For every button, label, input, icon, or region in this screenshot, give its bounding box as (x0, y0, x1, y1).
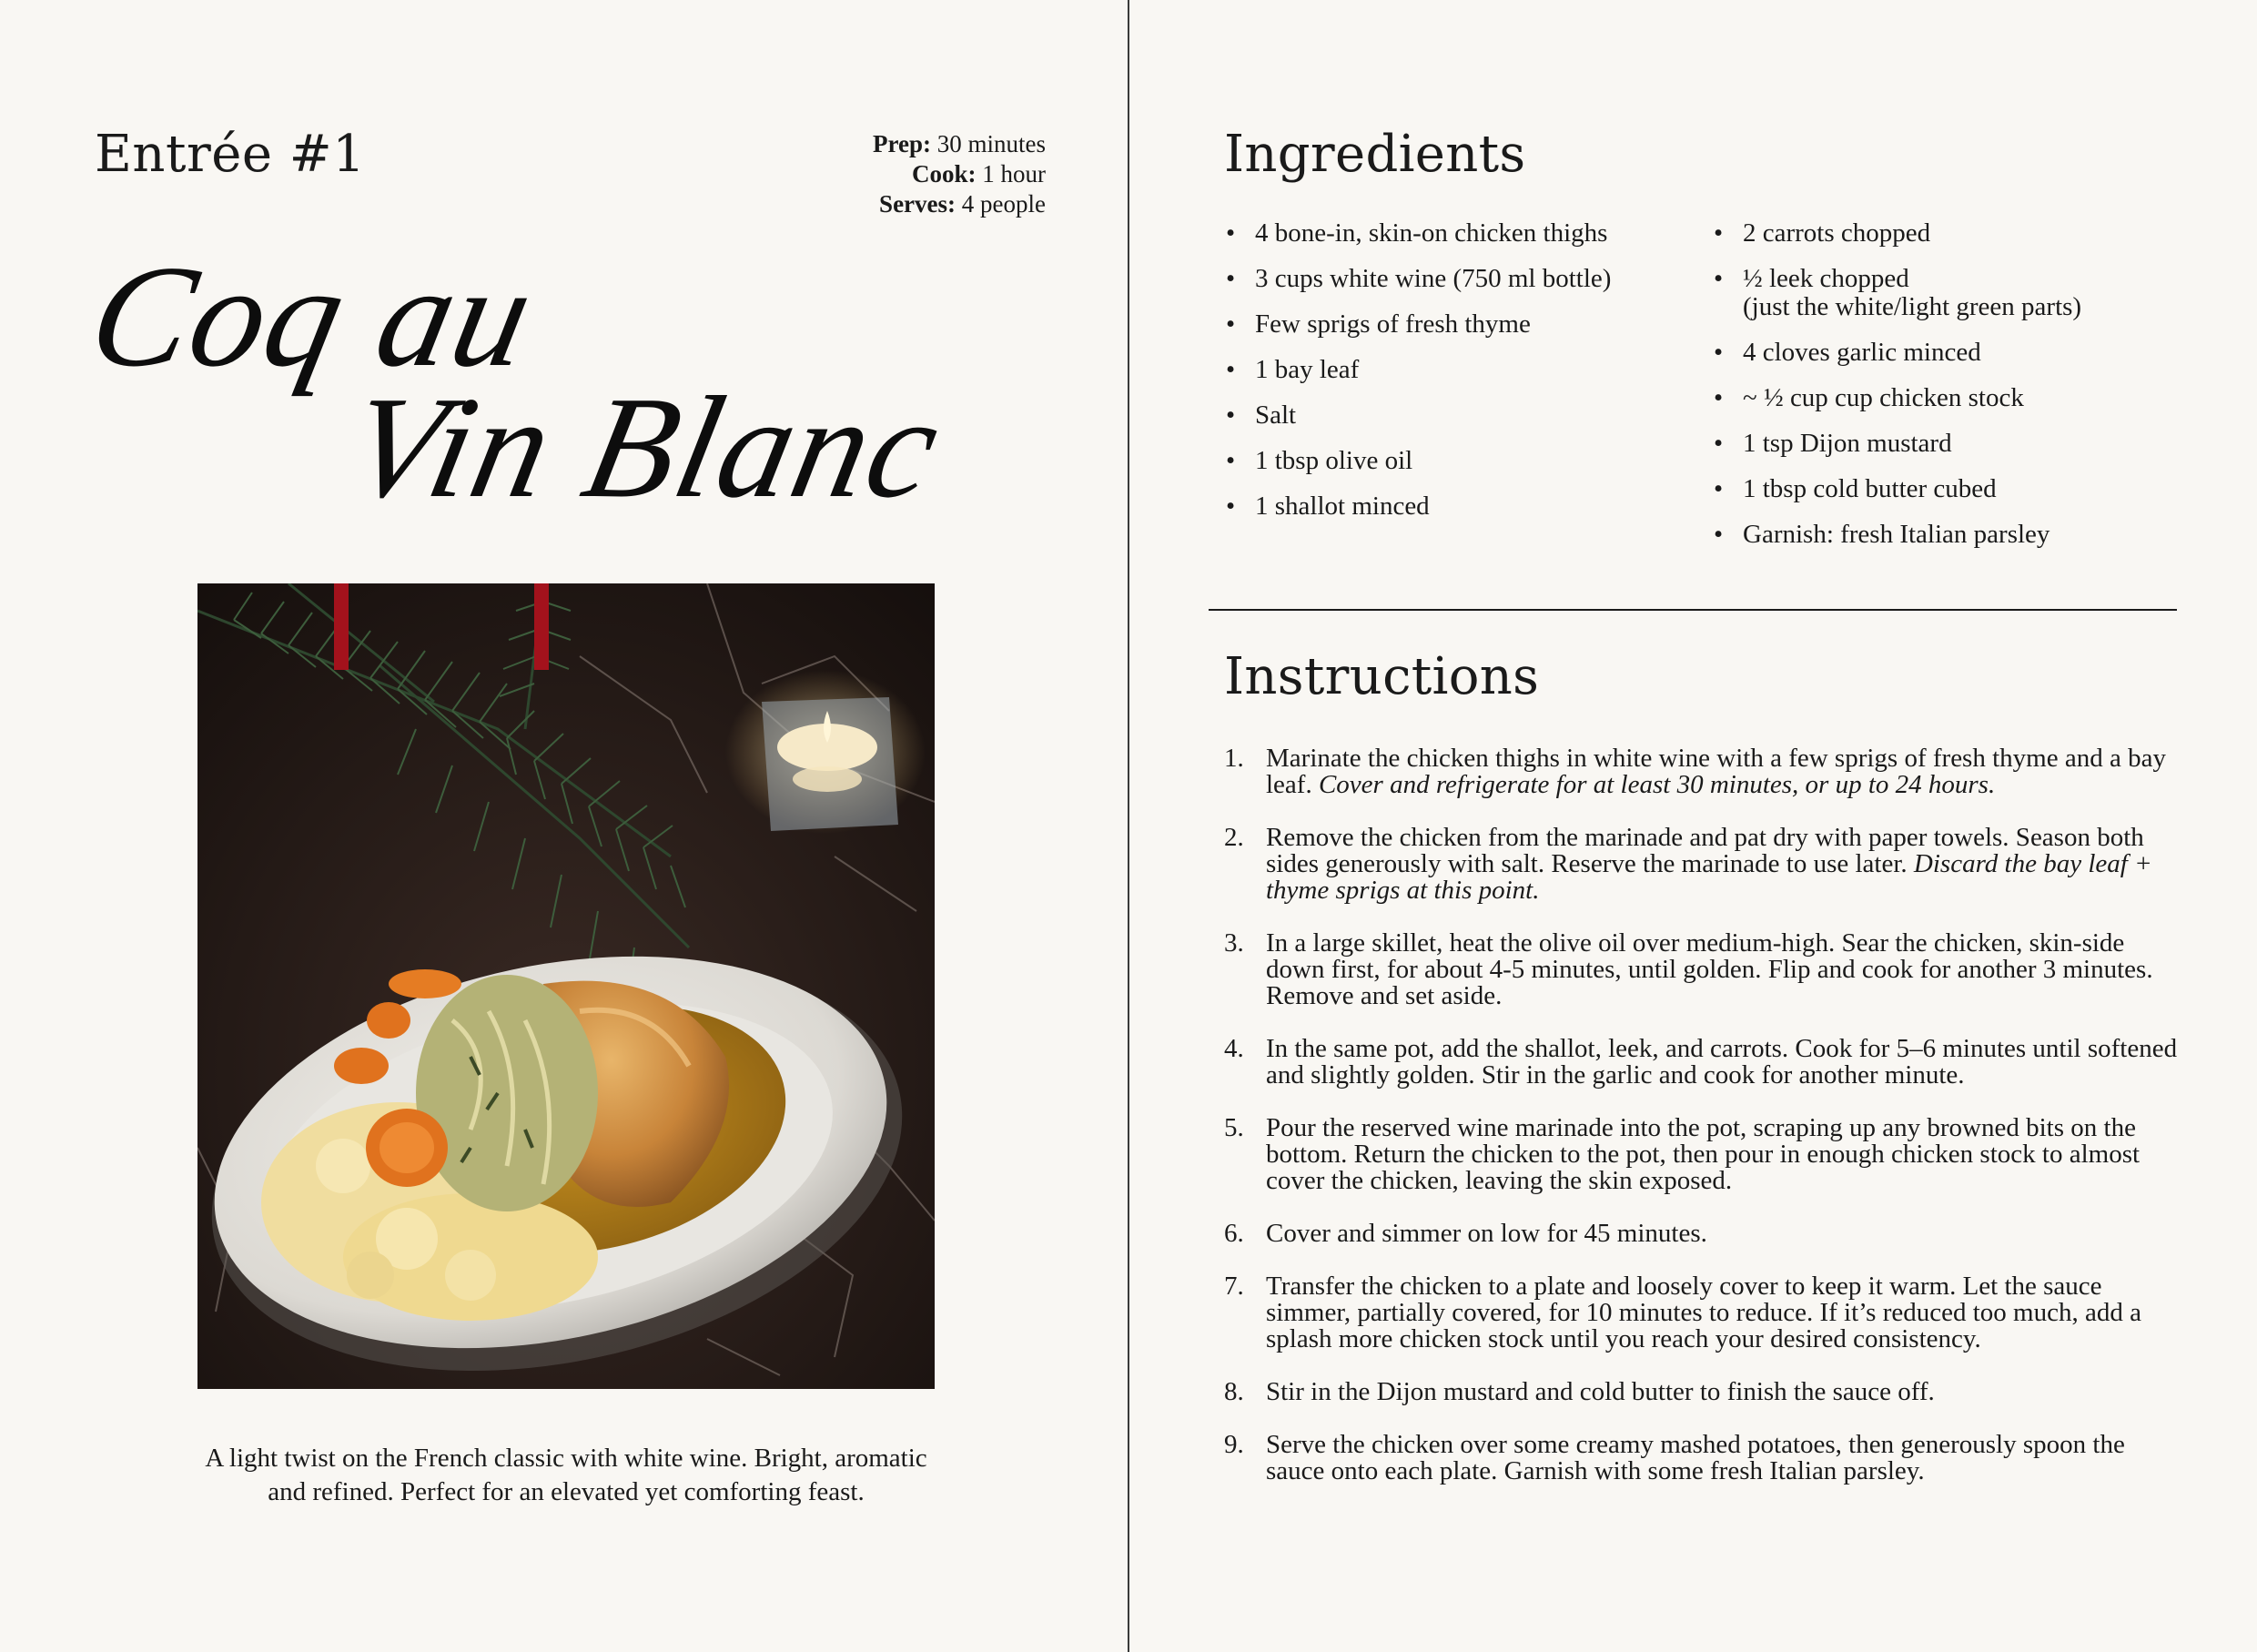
instruction-step (1224, 825, 2180, 904)
instruction-step (1224, 1036, 2180, 1089)
meta-cook-value: 1 hour (976, 160, 1046, 187)
step-number: 1. (1224, 744, 1244, 773)
candle (725, 670, 926, 834)
instruction-step (1224, 1432, 2180, 1485)
step-note: Discard the bay leaf + thyme sprigs at this point. (1266, 849, 2152, 905)
ingredient-item: • 3 cups white wine (750 ml bottle) (1224, 265, 1697, 293)
left-page (0, 0, 1128, 1652)
ingredient-item: • 1 bay leaf (1224, 356, 1697, 384)
ingredients-column-2 (1712, 219, 2185, 566)
ingredient-item: • 1 tbsp cold butter cubed (1712, 475, 2185, 503)
ingredient-item: • Few sprigs of fresh thyme (1224, 310, 1697, 339)
page-divider (1128, 0, 1129, 1652)
step-number: 7. (1224, 1272, 1244, 1301)
ingredient-leek: ½ leek chopped (1743, 264, 1909, 293)
ingredients-heading: Ingredients (1224, 125, 1526, 184)
meta-serves-value: 4 people (956, 190, 1046, 218)
meta-serves (873, 189, 1046, 219)
step-text: Pour the reserved wine marinade into the pot, scraping up any browned bits on the bottom. Return the chicken to the pot, then pour in enough chicken stock to almost cover the chicken, leaving the skin exposed. (1266, 1113, 2141, 1195)
step-number: 4. (1224, 1034, 1244, 1063)
step-text: Serve the chicken over some creamy mashed potatoes, then generously spoon the sauce onto each plate. Garnish with some fresh Italian parsley. (1266, 1430, 2125, 1485)
instruction-step (1224, 1379, 2180, 1405)
meta-cook-label: Cook: (911, 160, 977, 187)
step-number: 6. (1224, 1219, 1244, 1248)
ingredient-item: • 1 tbsp olive oil (1224, 447, 1697, 475)
instruction-steps (1224, 745, 2180, 1511)
step-text: In a large skillet, heat the olive oil over medium-high. Sear the chicken, skin-side down first, for about 4-5 minutes, until golden. Flip and cook for another 3 minutes. Remove and set aside. (1266, 928, 2153, 1010)
step-text: Remove the chicken from the marinade and pat dry with paper towels. Season both sides generously with salt. Reserve the marinade to use later. (1266, 823, 2144, 878)
step-text: Transfer the chicken to a plate and loosely cover to keep it warm. Let the sauce simmer, partially covered, for 10 minutes to reduce. If it’s reduced too much, add a splash more chicken stock until you reach your desired consistency. (1266, 1272, 2141, 1353)
ingredient-item: • 1 tsp Dijon mustard (1712, 430, 2185, 458)
step-number: 2. (1224, 823, 1244, 852)
instruction-step (1224, 1221, 2180, 1247)
recipe-title-line-2: Vin Blanc (336, 366, 955, 528)
dish-photo (197, 583, 935, 1389)
meta-prep (873, 129, 1046, 159)
step-text: Cover and simmer on low for 45 minutes. (1266, 1219, 1707, 1248)
ingredients-column-1 (1224, 219, 1697, 538)
instruction-step (1224, 745, 2180, 798)
ingredient-item: • 2 carrots chopped (1712, 219, 2185, 248)
step-text: Marinate the chicken thighs in white wine with a few sprigs of fresh thyme and a bay leaf. (1266, 744, 2166, 799)
step-text: Stir in the Dijon mustard and cold butter to finish the sauce off. (1266, 1377, 1935, 1406)
meta-cook (873, 159, 1046, 189)
ingredient-item: • Garnish: fresh Italian parsley (1712, 521, 2185, 549)
instructions-heading: Instructions (1224, 647, 1540, 706)
section-divider (1209, 609, 2177, 611)
step-number: 9. (1224, 1430, 1244, 1459)
instruction-step (1224, 1273, 2180, 1353)
recipe-title-line-1: Coq au (77, 235, 548, 397)
meta-prep-label: Prep: (873, 130, 931, 157)
ingredient-item: • 1 shallot minced (1224, 492, 1697, 521)
step-number: 8. (1224, 1377, 1244, 1406)
meta-serves-label: Serves: (879, 190, 956, 218)
ingredient-item: • 4 bone-in, skin-on chicken thighs (1224, 219, 1697, 248)
step-number: 3. (1224, 928, 1244, 958)
recipe-meta (873, 129, 1046, 219)
ingredient-item: • Salt (1224, 401, 1697, 430)
entree-label: Entrée #1 (95, 125, 366, 184)
step-number: 5. (1224, 1113, 1244, 1142)
instruction-step (1224, 930, 2180, 1009)
step-text: In the same pot, add the shallot, leek, and carrots. Cook for 5–6 minutes until softened and slightly golden. Stir in the garlic and cook for another minute. (1266, 1034, 2178, 1090)
ingredient-item: • 4 cloves garlic minced (1712, 339, 2185, 367)
step-note: Cover and refrigerate for at least 30 minutes, or up to 24 hours. (1318, 770, 1996, 799)
leeks (416, 975, 598, 1211)
meta-prep-value: 30 minutes (931, 130, 1046, 157)
ingredient-item: • ~ ½ cup cup chicken stock (1712, 384, 2185, 412)
ingredient-item (1712, 265, 2185, 321)
ingredient-leek-note: (just the white/light green parts) (1743, 292, 2082, 321)
recipe-caption: A light twist on the French classic with white wine. Bright, aromatic and refined. Perfect for an elevated yet comforting feast. (205, 1444, 927, 1506)
instruction-step (1224, 1115, 2180, 1194)
